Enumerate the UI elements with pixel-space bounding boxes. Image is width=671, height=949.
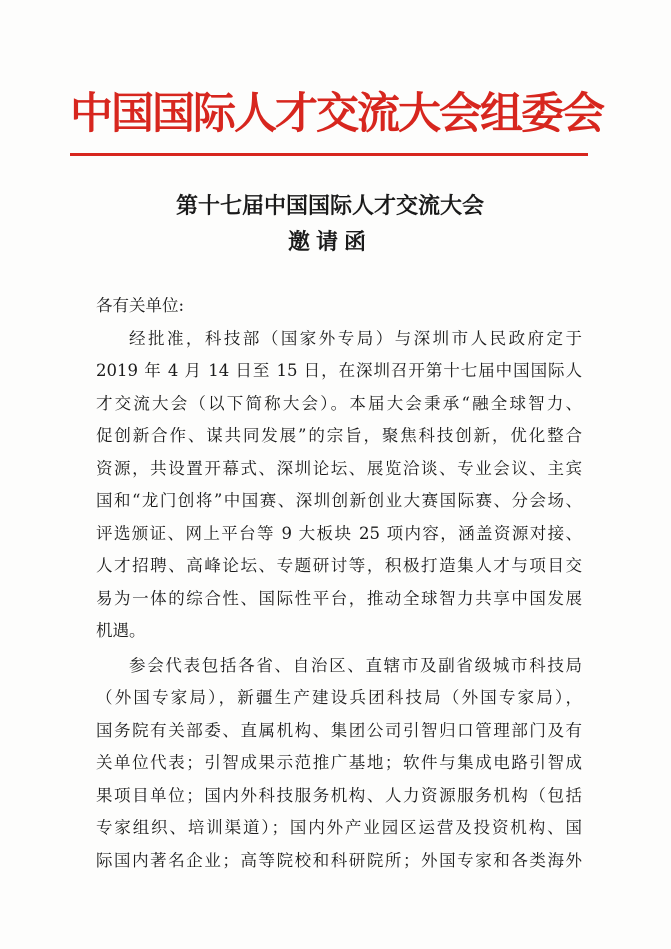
paragraph-line: 机遇。: [96, 621, 146, 640]
paragraph-line: 果项目单位；国内外科技服务机构、人力资源服务机构（包括: [96, 785, 582, 805]
paragraph-line: 2019 年 4 月 14 日至 15 日，在深圳召开第十七届中国国际人: [96, 361, 582, 380]
paragraph-line: 评选颁证、网上平台等 9 大板块 25 项内容，涵盖资源对接、: [96, 523, 582, 543]
paragraph-line: 关单位代表；引智成果示范推广基地；软件与集成电路引智成: [96, 753, 582, 772]
paragraph-line: 专家组织、培训渠道）；国内外产业园区运营及投资机构、国: [96, 818, 582, 837]
paragraph-line: 促创新合作、谋共同发展”的宗旨，聚焦科技创新，优化整合: [96, 426, 582, 445]
paragraph-line: 际国内著名企业；高等院校和科研院所；外国专家和各类海外: [96, 850, 582, 870]
paragraph-line: 国和“龙门创将”中国赛、深圳创新创业大赛国际赛、分会场、: [96, 491, 582, 510]
document-subtitle: 邀请函: [287, 229, 372, 255]
letterhead-divider: [70, 153, 588, 156]
paragraph-line: （外国专家局），新疆生产建设兵团科技局（外国专家局），: [96, 688, 582, 707]
paragraph-line: 资源，共设置开幕式、深圳论坛、展览洽谈、专业会议、主宾: [96, 458, 582, 478]
paragraph-line: 国务院有关部委、直属机构、集团公司引智归口管理部门及有: [96, 720, 582, 740]
paragraph-line: 参会代表包括各省、自治区、直辖市及副省级城市科技局: [129, 655, 582, 675]
letterhead-title: 中国国际人才交流大会组委会: [70, 89, 603, 139]
paragraph-line: 易为一体的综合性、国际性平台，推动全球智力共享中国发展: [96, 588, 582, 608]
document-title: 第十七届中国国际人才交流大会: [175, 193, 484, 219]
salutation: 各有关单位:: [96, 296, 185, 315]
paragraph-line: 人才招聘、高峰论坛、专题研讨等，积极打造集人才与项目交: [96, 556, 582, 575]
letter-body: [96, 290, 582, 877]
paragraph-line: 经批准，科技部（国家外专局）与深圳市人民政府定于: [129, 328, 582, 348]
paragraph-line: 才交流大会（以下简称大会）。本届大会秉承“融全球智力、: [96, 393, 582, 413]
